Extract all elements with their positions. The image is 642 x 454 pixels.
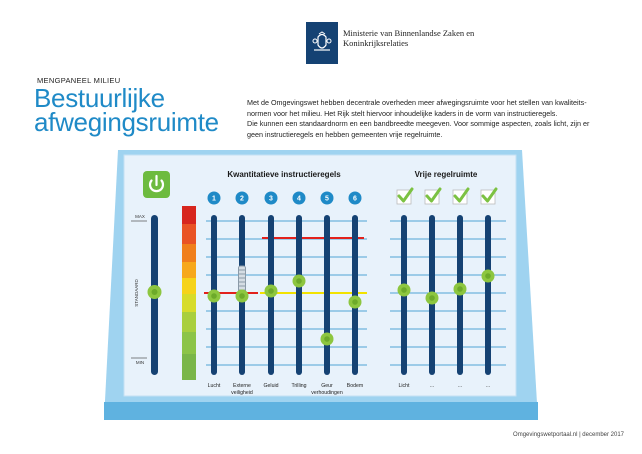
slider-knob-free-2[interactable] [426,292,439,305]
quantitative-title: Kwantitatieve instructieregels [227,170,341,179]
level-segment [182,206,196,224]
slider-label: Geluid [263,383,279,389]
slider-knob-trilling[interactable] [293,275,306,288]
ministry-line: Ministerie van Binnenlandse Zaken en [343,28,475,38]
title-line: Bestuurlijke [34,83,165,113]
level-segment [182,332,196,354]
level-segment [182,278,196,294]
number-badge-label: 1 [212,195,216,203]
level-segment [182,244,196,262]
slider-knob-geluid[interactable] [265,285,278,298]
intro-line: Met de Omgevingswet hebben decentrale overheden meer afwegingsruimte voor het stellen van kwaliteits- [247,98,587,107]
checkbox-licht[interactable] [397,189,412,204]
slider-track-free-4[interactable] [485,215,491,375]
scale-standard-label: STANDAARD [134,279,139,307]
slider-label: Licht [398,383,410,389]
slider-label: ... [429,383,435,389]
slider-label: Externe [233,383,251,389]
number-badge-label: 3 [269,195,273,203]
scale-max-label: MAX [135,214,145,219]
level-segment [182,224,196,244]
slider-track-trilling[interactable] [296,215,302,375]
title-line: afwegingsruimte [34,107,219,137]
slider-label: verhoudingen [311,390,343,396]
power-button[interactable] [143,171,170,198]
slider-knob-externe-veiligheid[interactable] [236,290,249,303]
checkbox-free-4[interactable] [481,189,496,204]
level-segment [182,262,196,278]
number-badge-label: 4 [297,195,301,203]
intro-line: normen voor het milieu. Het Rijk stelt hiervoor inhoudelijke kaders in de vorm van instructieregels. [247,108,558,118]
slider-track-bodem[interactable] [352,215,358,375]
slider-knob-free-4[interactable] [482,270,495,283]
checkbox-free-3[interactable] [453,189,468,204]
checkbox-free-2[interactable] [425,189,440,204]
intro-line: geen instructieregels en hebben gemeenten vrije regelruimte. [247,129,443,139]
kicker: MENGPANEEL MILIEU [37,76,121,85]
slider-label: veiligheid [231,390,253,396]
master-slider-knob[interactable] [148,285,162,299]
slider-knob-geur[interactable] [321,333,334,346]
free-space-title: Vrije regelruimte [414,170,478,179]
slider-knob-bodem[interactable] [349,296,362,309]
number-badge-label: 6 [353,195,357,203]
slider-knob-licht[interactable] [398,284,411,297]
number-badge-label: 2 [240,195,244,203]
scale-min-label: MIN [135,360,145,365]
level-color-scale [182,206,196,380]
intro-line: Die kunnen een standaardnorm en een bandbreedte meegeven. Voor sommige aspecten, zoals licht, zijn er [247,119,590,128]
slider-label: Geur [321,383,333,389]
slider-label: Lucht [207,383,221,389]
ministry-line: Koninkrijksrelaties [343,38,409,48]
slider-label: ... [457,383,463,389]
slider-track-geur[interactable] [324,215,330,375]
slider-label: ... [485,383,491,389]
footer-credit: Omgevingswetportaal.nl | december 2017 [513,432,624,438]
level-segment [182,312,196,332]
slider-knob-free-3[interactable] [454,283,467,296]
panel-front-edge [104,402,538,420]
number-badge-label: 5 [325,195,329,203]
level-segment [182,294,196,312]
slider-knob-lucht[interactable] [208,290,221,303]
level-segment [182,354,196,380]
slider-label: Trilling [291,383,307,389]
slider-label: Bodem [346,383,364,389]
